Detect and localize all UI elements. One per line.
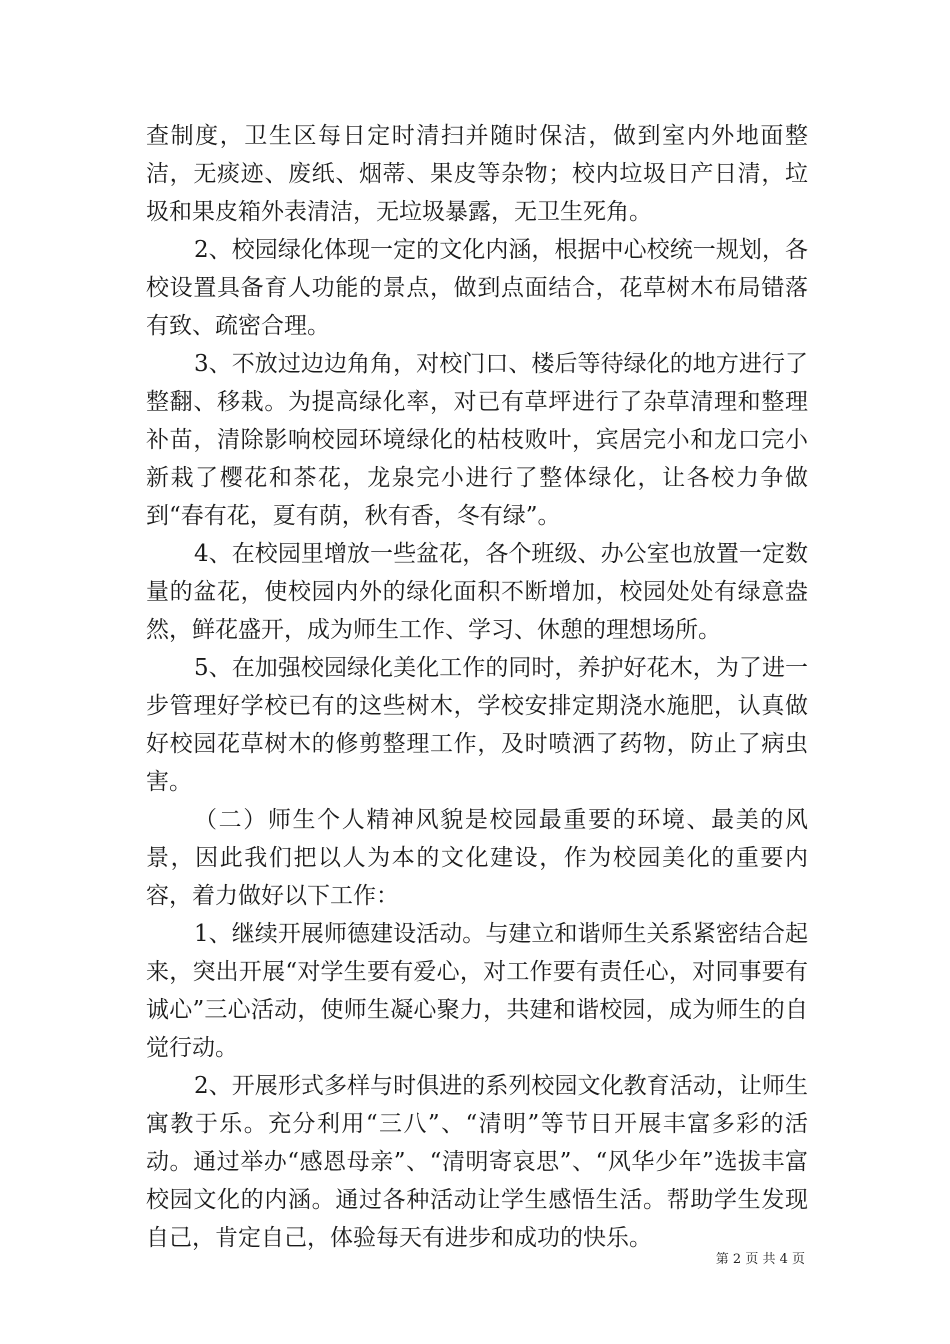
document-body — [146, 117, 808, 1257]
page-number-footer: 第 2 页 共 4 页 — [715, 1252, 805, 1267]
paragraph-tree-care: 5、在加强校园绿化美化工作的同时，养护好花木，为了进一步管理好学校已有的这些树木，学校安排定期浇水施肥，认真做好校园花草树木的修剪整理工作，及时喷洒了药物，防止了病虫害。 — [146, 655, 808, 795]
paragraph-potted-flowers: 4、在校园里增放一些盆花，各个班级、办公室也放置一定数量的盆花，使校园内外的绿化面积不断增加，校园处处有绿意盎然，鲜花盛开，成为师生工作、学习、休憩的理想场所。 — [146, 541, 808, 643]
paragraph-culture-activities: 2、开展形式多样与时俱进的系列校园文化教育活动，让师生寓教于乐。充分利用“三八”、“清明”等节日开展丰富多彩的活动。通过举办“感恩母亲”、“清明寄哀思”、“风华少年”选拔丰富校园文化的内涵。通过各种活动让学生感悟生活。帮助学生发现自己，肯定自己，体验每天有进步和成功的快乐。 — [146, 1073, 808, 1251]
paragraph-continuation: 查制度，卫生区每日定时清扫并随时保洁，做到室内外地面整洁，无痰迹、废纸、烟蒂、果皮等杂物；校内垃圾日产日清，垃圾和果皮箱外表清洁，无垃圾暴露，无卫生死角。 — [146, 123, 808, 225]
paragraph-section-two: （二）师生个人精神风貌是校园最重要的环境、最美的风景，因此我们把以人为本的文化建设，作为校园美化的重要内容，着力做好以下工作： — [146, 807, 808, 909]
paragraph-corners-planting: 3、不放过边边角角，对校门口、楼后等待绿化的地方进行了整翻、移栽。为提高绿化率，对已有草坪进行了杂草清理和整理补苗，清除影响校园环境绿化的枯枝败叶，宾居完小和龙口完小新栽了樱花和茶花，龙泉完小进行了整体绿化，让各校力争做到“春有花，夏有荫，秋有香，冬有绿”。 — [146, 351, 808, 529]
paragraph-ethics-activity: 1、继续开展师德建设活动。与建立和谐师生关系紧密结合起来，突出开展“对学生要有爱心，对工作要有责任心，对同事要有诚心”三心活动，使师生凝心聚力，共建和谐校园，成为师生的自觉行动。 — [146, 921, 808, 1061]
paragraph-greening-culture: 2、校园绿化体现一定的文化内涵，根据中心校统一规划，各校设置具备育人功能的景点，做到点面结合，花草树木布局错落有致、疏密合理。 — [146, 237, 808, 339]
